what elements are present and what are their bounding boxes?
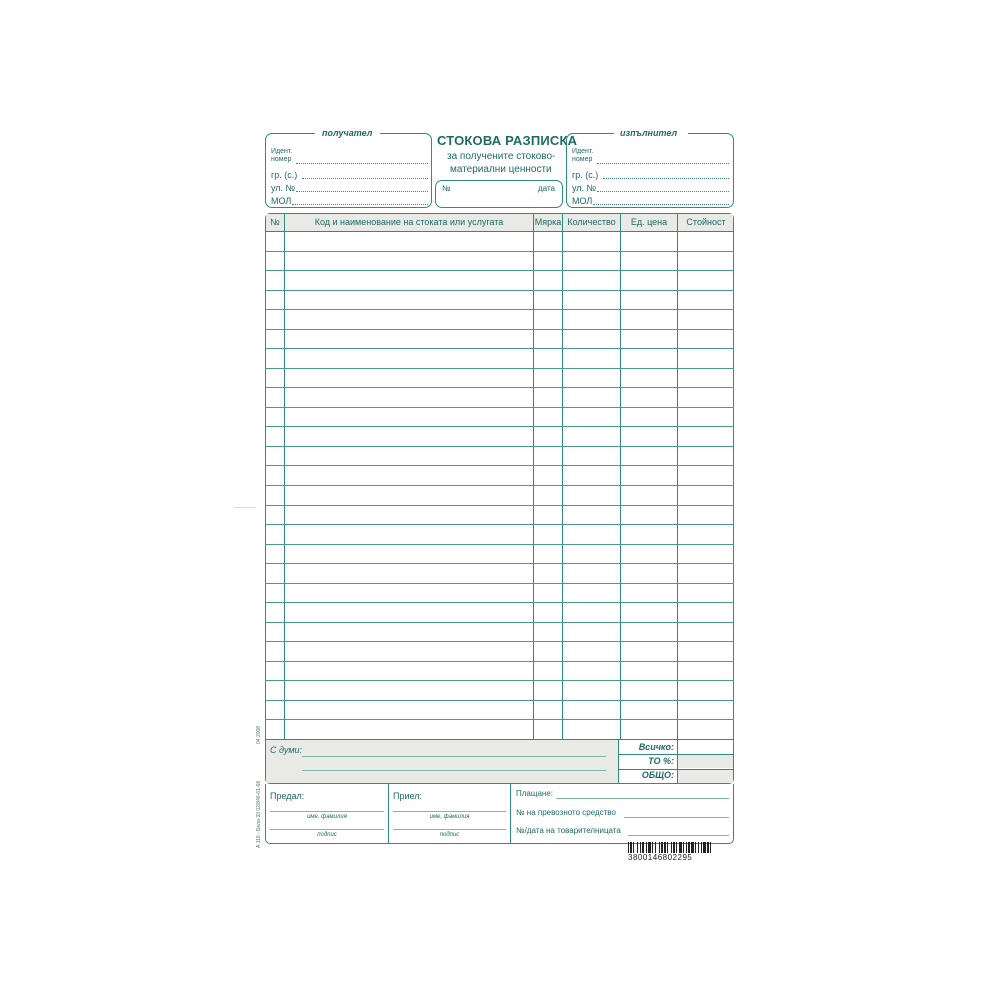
table-row-line	[265, 485, 734, 486]
barcode-bar	[707, 842, 709, 853]
received-signature-caption: подпис	[439, 832, 460, 838]
barcode-bar	[640, 842, 641, 853]
barcode-bar	[676, 842, 677, 853]
document-subtitle-1: за получените стоково-	[447, 151, 556, 162]
totals-label-divider	[618, 739, 619, 784]
handed-name-caption: име, фамилия	[307, 814, 347, 820]
barcode-number: 3800146802295	[628, 853, 693, 862]
col-header-description: Код и наименование на стоката или услугата	[314, 217, 504, 227]
table-row-line	[265, 524, 734, 525]
recipient-city-label: гр. (с.)	[271, 170, 298, 180]
recipient-city-field[interactable]	[302, 178, 428, 179]
table-row-line	[265, 387, 734, 388]
supplier-heading: изпълнител	[620, 128, 678, 138]
handed-label: Предал:	[270, 791, 305, 801]
vat-value-cell[interactable]	[678, 755, 733, 768]
barcode-bar	[648, 842, 651, 853]
grand-total-value-cell[interactable]	[678, 770, 733, 783]
waybill-line[interactable]	[628, 835, 729, 836]
table-row-line	[265, 309, 734, 310]
barcode-bar	[661, 842, 663, 853]
table-row-line	[265, 661, 734, 662]
col-divider-5	[677, 213, 678, 784]
barcode-bar	[652, 842, 653, 853]
table-row-line	[265, 407, 734, 408]
recipient-id-field[interactable]	[296, 163, 428, 164]
supplier-mol-field[interactable]	[593, 204, 729, 205]
supplier-id-field[interactable]	[597, 163, 729, 164]
vehicle-label: № на превозното средство	[516, 808, 616, 817]
table-row-line	[265, 290, 734, 291]
vehicle-line[interactable]	[624, 817, 729, 818]
barcode-bar	[686, 842, 687, 853]
in-words-line-1[interactable]	[302, 756, 606, 757]
recipient-mol-label: МОЛ	[271, 196, 292, 206]
barcode-bar	[671, 842, 672, 853]
handed-signature-caption: подпис	[317, 832, 337, 838]
recipient-heading: получател	[322, 128, 373, 138]
document-title: СТОКОВА РАЗПИСКА	[437, 133, 578, 148]
barcode-bar	[698, 842, 699, 853]
table-row-line	[265, 270, 734, 271]
table-header-divider	[265, 231, 734, 232]
document-subtitle-2: материални ценности	[450, 164, 552, 175]
supplier-id-label-2: номер	[572, 156, 593, 163]
total-value-cell[interactable]	[678, 740, 733, 753]
received-signature-line[interactable]	[393, 829, 506, 830]
barcode-bar	[703, 842, 706, 853]
side-print-text: А 119 - Бела-33 02/846-61-68	[256, 780, 262, 848]
table-row-line	[265, 329, 734, 330]
barcode-bar	[695, 842, 696, 853]
recipient-id-label-1: Идент.	[271, 148, 293, 155]
table-row-line	[265, 641, 734, 642]
number-label: №	[442, 184, 451, 193]
table-row-line	[265, 719, 734, 720]
items-table	[265, 213, 734, 784]
table-row-line	[265, 426, 734, 427]
barcode-bar	[630, 842, 632, 853]
supplier-mol-label: МОЛ	[572, 196, 593, 206]
barcode-bar	[691, 842, 694, 853]
col-header-unit-price: Ед. цена	[630, 217, 668, 227]
table-row-line	[265, 251, 734, 252]
barcode-bar	[683, 842, 684, 853]
col-header-quantity: Количество	[567, 217, 616, 227]
barcode-bar	[655, 842, 656, 853]
table-row-line	[265, 602, 734, 603]
side-print-date: 04.2008	[256, 725, 262, 744]
waybill-label: №/дата на товарителницата	[516, 826, 621, 835]
in-words-label: С думи:	[270, 745, 303, 755]
table-row-line	[265, 348, 734, 349]
recipient-mol-field[interactable]	[292, 204, 428, 205]
barcode-bar	[688, 842, 690, 853]
handed-name-line[interactable]	[270, 811, 384, 812]
table-row-line	[265, 544, 734, 545]
barcode-bar	[667, 842, 668, 853]
barcode-bar	[646, 842, 647, 853]
received-name-caption: име, фамилия	[429, 814, 470, 820]
handed-signature-line[interactable]	[270, 829, 384, 830]
in-words-bg	[266, 740, 618, 783]
payment-label: Плащане:	[516, 789, 553, 798]
table-row-line	[265, 465, 734, 466]
supplier-city-field[interactable]	[603, 178, 729, 179]
table-row-line	[265, 680, 734, 681]
barcode-bar	[701, 842, 702, 853]
supplier-street-label: ул. №	[572, 183, 597, 193]
col-header-value: Стойност	[686, 217, 726, 227]
table-row-line	[265, 622, 734, 623]
table-row-line	[265, 583, 734, 584]
in-words-line-2[interactable]	[302, 770, 606, 771]
recipient-street-label: ул. №	[271, 183, 296, 193]
total-label: Всичко:	[638, 742, 674, 752]
table-row-line	[265, 446, 734, 447]
signature-divider-1	[388, 784, 389, 844]
signature-divider-2	[510, 784, 511, 844]
date-label: дата	[538, 184, 555, 193]
col-header-unit: Мярка	[534, 217, 562, 227]
supplier-street-field[interactable]	[597, 191, 729, 192]
barcode-bar	[659, 842, 660, 853]
barcode-bar	[664, 842, 666, 853]
grand-total-label: ОБЩО:	[641, 770, 674, 780]
barcode-bar	[710, 842, 711, 853]
barcode-bar	[633, 842, 634, 853]
vat-label: ТО %:	[648, 756, 674, 766]
barcode-bar	[628, 842, 629, 853]
received-label: Приел:	[393, 791, 422, 801]
table-row-line	[265, 505, 734, 506]
recipient-street-field[interactable]	[296, 191, 428, 192]
barcode-bar	[637, 842, 638, 853]
col-header-number: №	[270, 217, 280, 227]
margin-fold-mark	[234, 507, 256, 508]
table-row-line	[265, 700, 734, 701]
barcode-bar	[673, 842, 675, 853]
payment-line[interactable]	[556, 798, 729, 799]
barcode-bar	[679, 842, 682, 853]
table-row-line	[265, 368, 734, 369]
received-name-line[interactable]	[393, 811, 506, 812]
table-row-line	[265, 563, 734, 564]
recipient-id-label-2: номер	[271, 156, 292, 163]
supplier-id-label-1: Идент.	[572, 148, 594, 155]
barcode-bar	[642, 842, 644, 853]
supplier-city-label: гр. (с.)	[572, 170, 599, 180]
